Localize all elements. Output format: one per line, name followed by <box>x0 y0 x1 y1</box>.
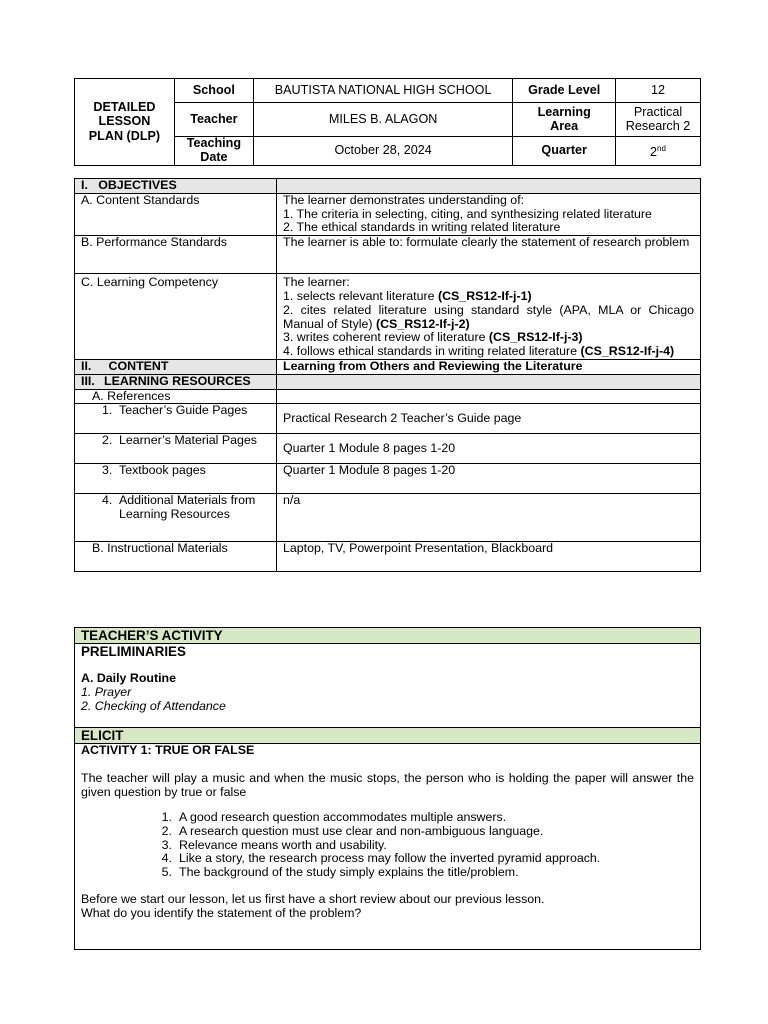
competency-item: 4. follows ethical standards in writing related literature (CS_RS12-If-j-4) <box>283 344 675 359</box>
elicit-section <box>75 744 701 950</box>
performance-standards-value: The learner is able to: formulate clearly the statement of research problem <box>277 236 701 274</box>
question-item: 1. A good research question accommodates multiple answers. <box>161 810 507 825</box>
performance-standards-label: B. Performance Standards <box>75 236 277 274</box>
resources-num: III. <box>81 373 95 388</box>
additional-materials-value: n/a <box>277 494 701 542</box>
learning-area-label <box>513 103 616 137</box>
learners-material-label: 2. Learner’s Material Pages <box>75 434 277 464</box>
learning-area-label-text: Learning Area <box>537 104 591 133</box>
teacher-label: Teacher <box>174 103 253 137</box>
daily-routine-title: A. Daily Routine <box>81 671 177 685</box>
content-standards-value <box>277 193 701 235</box>
dlp-title-text: DETAILED LESSON PLAN (DLP) <box>88 99 161 143</box>
dlp-title <box>75 79 175 166</box>
school-label: School <box>174 79 253 103</box>
quarter-suffix: nd <box>657 143 666 153</box>
dlp-header-table <box>74 78 701 166</box>
quarter-number: 2 <box>650 144 658 159</box>
lesson-plan-table <box>74 178 701 572</box>
activity-title: ACTIVITY 1: TRUE OR FALSE <box>81 743 255 757</box>
content-standard-item: 1. The criteria in selecting, citing, and synthesizing related literature <box>283 206 652 221</box>
competency-code: (CS_RS12-If-j-1) <box>437 288 532 303</box>
question-item: 3. Relevance means worth and usability. <box>161 837 387 852</box>
instructional-materials-value: Laptop, TV, Powerpoint Presentation, Blackboard <box>277 542 701 572</box>
references-label: A. References <box>75 389 277 404</box>
resources-title: LEARNING RESOURCES <box>104 373 251 388</box>
teachers-activity-table <box>74 627 701 950</box>
learners-material-value: Quarter 1 Module 8 pages 1-20 <box>277 434 701 464</box>
review-question: What do you identify the statement of the problem? <box>81 906 362 921</box>
question-item: 5. The background of the study simply explains the title/problem. <box>161 864 519 879</box>
question-item: 4. Like a story, the research process may follow the inverted pyramid approach. <box>161 851 601 866</box>
learning-resources-blank <box>277 374 701 389</box>
additional-materials-label: 4. Additional Materials from Learning Resources <box>75 494 277 542</box>
learning-resources-heading <box>75 374 277 389</box>
learning-area-value <box>616 103 701 137</box>
review-line: Before we start our lesson, let us first have a short review about our previous lesson. <box>81 892 545 907</box>
objectives-heading-blank <box>277 179 701 194</box>
references-blank <box>277 389 701 404</box>
learning-area-value-text: Practical Research 2 <box>625 104 691 133</box>
learning-competency-value <box>277 274 701 360</box>
elicit-heading: ELICIT <box>75 728 701 744</box>
grade-level-label: Grade Level <box>513 79 616 103</box>
routine-item: 2. Checking of Attendance <box>81 698 226 713</box>
preliminaries-heading: PRELIMINARIES <box>81 644 186 659</box>
content-value: Learning from Others and Reviewing the Literature <box>277 359 701 374</box>
teaching-date-label-text: Teaching Date <box>186 136 242 164</box>
competency-item: 1. selects relevant literature (CS_RS12-If-j-1) <box>283 288 532 303</box>
activity-instructions: The teacher will play a music and when the music stops, the person who is holding the paper will answer the given question by true or false <box>81 770 694 799</box>
teachers-guide-value: Practical Research 2 Teacher’s Guide page <box>277 404 701 434</box>
routine-item: 1. Prayer <box>81 684 132 699</box>
teaching-date-label <box>174 137 253 166</box>
learning-competency-label: C. Learning Competency <box>75 274 277 360</box>
school-value: BAUTISTA NATIONAL HIGH SCHOOL <box>253 79 513 103</box>
quarter-label: Quarter <box>513 137 616 166</box>
content-standards-label: A. Content Standards <box>75 193 277 235</box>
objectives-heading: I. OBJECTIVES <box>75 179 277 194</box>
question-item: 2. A research question must use clear and non-ambiguous language. <box>161 823 544 838</box>
competency-item: 2. cites related literature using standard style (APA, MLA or Chicago Manual of Style) (CS_RS12-If-j-2) <box>283 302 694 331</box>
teachers-activity-heading: TEACHER’S ACTIVITY <box>75 628 701 644</box>
true-false-questions <box>151 811 694 879</box>
grade-level-value: 12 <box>616 79 701 103</box>
content-heading: II. CONTENT <box>75 359 277 374</box>
content-standard-item: 2. The ethical standards in writing related literature <box>283 220 561 235</box>
competency-code: (CS_RS12-If-j-4) <box>580 344 675 359</box>
competency-code: (CS_RS12-If-j-3) <box>488 330 583 345</box>
teachers-guide-label: 1. Teacher’s Guide Pages <box>75 404 277 434</box>
competency-code: (CS_RS12-If-j-2) <box>375 316 470 331</box>
teaching-date-value: October 28, 2024 <box>253 137 513 166</box>
competency-item: 3. writes coherent review of literature (CS_RS12-If-j-3) <box>283 330 583 345</box>
competency-intro: The learner: <box>283 275 350 290</box>
textbook-pages-label: 3. Textbook pages <box>75 464 277 494</box>
teacher-value: MILES B. ALAGON <box>253 103 513 137</box>
textbook-pages-value: Quarter 1 Module 8 pages 1-20 <box>277 464 701 494</box>
content-standards-intro: The learner demonstrates understanding of: <box>283 192 525 207</box>
quarter-value <box>616 137 701 166</box>
instructional-materials-label: B. Instructional Materials <box>75 542 277 572</box>
preliminaries-section <box>75 644 701 728</box>
